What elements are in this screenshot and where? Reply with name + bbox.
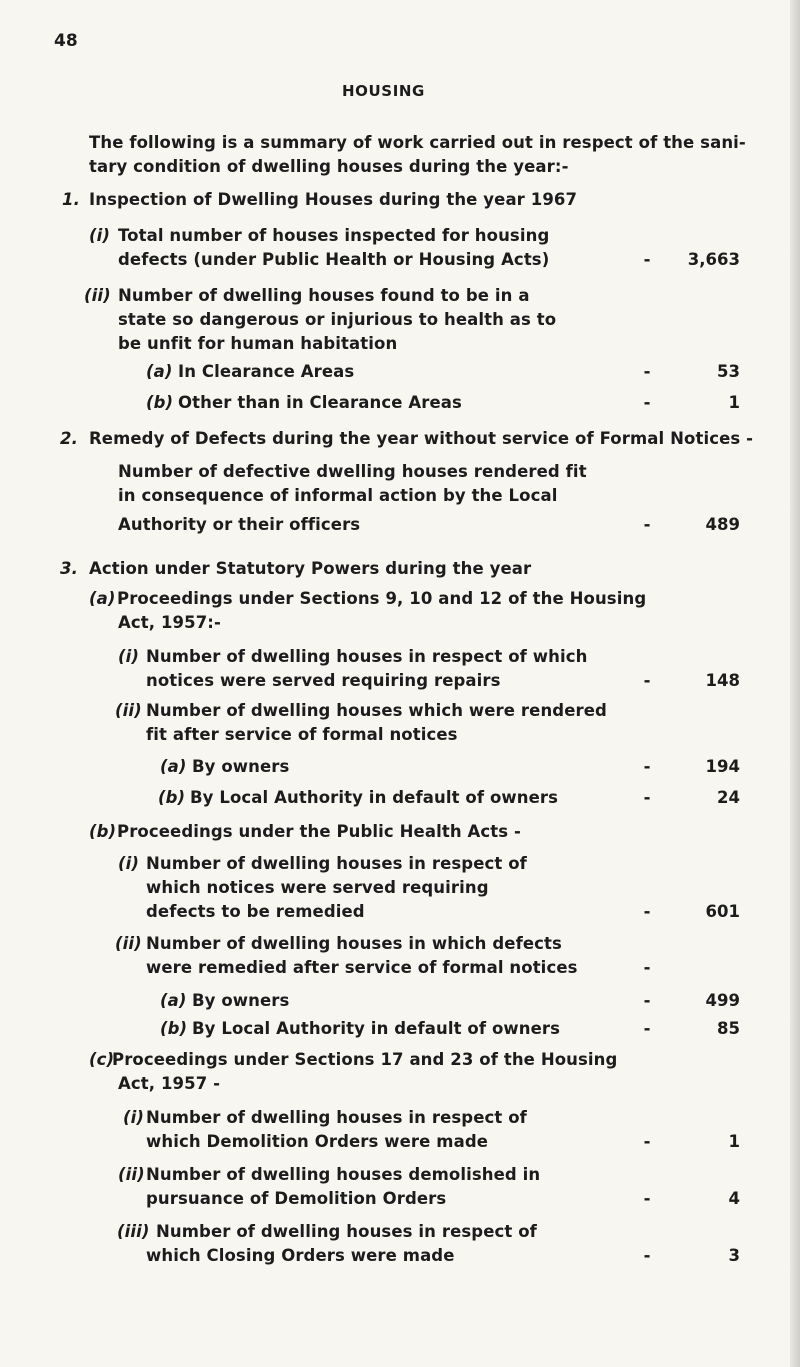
- s2-line-3: Authority or their officers: [118, 515, 361, 534]
- s3-a-ii-b-value: 24: [717, 788, 740, 807]
- s3-c-ii-value: 4: [728, 1189, 740, 1208]
- s2-dash: -: [643, 515, 651, 534]
- section-3-title: Action under Statutory Powers during the year: [89, 559, 532, 578]
- s1-i-line-1: Total number of houses inspected for housing: [118, 226, 550, 245]
- s3-c-ii-dash: -: [643, 1189, 651, 1208]
- s1-b-marker: (b): [146, 393, 174, 412]
- s3-c-i-line-1: Number of dwelling houses in respect of: [146, 1108, 527, 1127]
- s3-b-ii-dash: -: [643, 958, 651, 977]
- s3-b-ii-b-dash: -: [643, 1019, 651, 1038]
- s3-b-i-line-2: which notices were served requiring: [146, 878, 489, 897]
- s3-c-iii-line-1: Number of dwelling houses in respect of: [156, 1222, 537, 1241]
- s2-line-2: in consequence of informal action by the Local: [118, 486, 558, 505]
- s3-c-i-value: 1: [728, 1132, 740, 1151]
- s3-a-ii-line-2: fit after service of formal notices: [146, 725, 458, 744]
- intro-line-2: tary condition of dwelling houses during the year:-: [89, 157, 569, 176]
- s1-a-marker: (a): [146, 362, 173, 381]
- s3-a-marker: (a): [89, 589, 116, 608]
- s3-a-ii-b-label: By Local Authority in default of owners: [190, 788, 559, 807]
- s3-b-i-marker: (i): [118, 854, 140, 873]
- s3-b-ii-a-label: By owners: [192, 991, 290, 1010]
- s3-c-i-dash: -: [643, 1132, 651, 1151]
- s3-c-line-2: Act, 1957 -: [118, 1074, 221, 1093]
- s3-b-ii-line-1: Number of dwelling houses in which defects: [146, 934, 562, 953]
- s1-i-line-2: defects (under Public Health or Housing Acts): [118, 250, 550, 269]
- s3-a-ii-a-marker: (a): [160, 757, 187, 776]
- s1-ii-line-1: Number of dwelling houses found to be in a: [118, 286, 530, 305]
- section-1-number: 1.: [62, 190, 80, 209]
- s3-b-ii-line-2: were remedied after service of formal notices: [146, 958, 578, 977]
- s3-a-ii-b-dash: -: [643, 788, 651, 807]
- s2-line-1: Number of defective dwelling houses rendered fit: [118, 462, 587, 481]
- s3-c-iii-dash: -: [643, 1246, 651, 1265]
- s3-a-ii-b-marker: (b): [158, 788, 186, 807]
- s3-b-ii-b-value: 85: [717, 1019, 740, 1038]
- s3-c-i-line-2: which Demolition Orders were made: [146, 1132, 489, 1151]
- s3-a-i-line-1: Number of dwelling houses in respect of which: [146, 647, 588, 666]
- s3-c-iii-line-2: which Closing Orders were made: [146, 1246, 455, 1265]
- s3-b-marker: (b): [89, 822, 117, 841]
- s1-a-value: 53: [717, 362, 740, 381]
- s3-b-ii-a-dash: -: [643, 991, 651, 1010]
- s1-a-label: In Clearance Areas: [178, 362, 355, 381]
- s3-b-i-dash: -: [643, 902, 651, 921]
- s3-c-ii-line-1: Number of dwelling houses demolished in: [146, 1165, 541, 1184]
- s3-b-ii-a-marker: (a): [160, 991, 187, 1010]
- s2-value: 489: [705, 515, 740, 534]
- s3-a-i-line-2: notices were served requiring repairs: [146, 671, 501, 690]
- section-2-title: Remedy of Defects during the year without service of Formal Notices -: [89, 429, 754, 448]
- s3-b-i-line-3: defects to be remedied: [146, 902, 365, 921]
- s3-b-line-1: Proceedings under the Public Health Acts -: [117, 822, 521, 841]
- page-number: 48: [54, 31, 78, 51]
- s3-a-ii-a-value: 194: [705, 757, 740, 776]
- s1-i-value: 3,663: [687, 250, 740, 269]
- s3-b-ii-b-label: By Local Authority in default of owners: [192, 1019, 561, 1038]
- s3-a-line-1: Proceedings under Sections 9, 10 and 12 of the Housing: [117, 589, 647, 608]
- s1-i-marker: (i): [89, 226, 111, 245]
- s3-a-line-2: Act, 1957:-: [118, 613, 221, 632]
- s3-a-i-dash: -: [643, 671, 651, 690]
- s3-c-line-1: Proceedings under Sections 17 and 23 of the Housing: [112, 1050, 618, 1069]
- s1-ii-line-2: state so dangerous or injurious to health as to: [118, 310, 557, 329]
- s3-c-ii-marker: (ii): [118, 1165, 145, 1184]
- s3-b-i-value: 601: [705, 902, 740, 921]
- s3-c-ii-line-2: pursuance of Demolition Orders: [146, 1189, 447, 1208]
- s3-a-ii-a-label: By owners: [192, 757, 290, 776]
- s3-c-marker: (c): [89, 1050, 115, 1069]
- s3-a-i-value: 148: [705, 671, 740, 690]
- s3-b-ii-b-marker: (b): [160, 1019, 188, 1038]
- section-3-number: 3.: [60, 559, 78, 578]
- s3-a-ii-a-dash: -: [643, 757, 651, 776]
- s1-b-label: Other than in Clearance Areas: [178, 393, 462, 412]
- s1-i-dash: -: [643, 250, 651, 269]
- s3-c-iii-marker: (iii): [117, 1222, 150, 1241]
- s3-a-ii-marker: (ii): [115, 701, 142, 720]
- section-1-title: Inspection of Dwelling Houses during the year 1967: [89, 190, 578, 209]
- s3-c-i-marker: (i): [123, 1108, 145, 1127]
- page-edge-shadow: [790, 0, 800, 1367]
- s1-ii-line-3: be unfit for human habitation: [118, 334, 398, 353]
- s1-ii-marker: (ii): [84, 286, 111, 305]
- s3-b-ii-marker: (ii): [115, 934, 142, 953]
- intro-line-1: The following is a summary of work carried out in respect of the sani-: [89, 133, 746, 152]
- section-2-number: 2.: [60, 429, 78, 448]
- s1-b-dash: -: [643, 393, 651, 412]
- page-heading: HOUSING: [342, 82, 425, 100]
- s3-a-ii-line-1: Number of dwelling houses which were rendered: [146, 701, 607, 720]
- s3-c-iii-value: 3: [728, 1246, 740, 1265]
- s1-a-dash: -: [643, 362, 651, 381]
- s1-b-value: 1: [728, 393, 740, 412]
- s3-b-i-line-1: Number of dwelling houses in respect of: [146, 854, 527, 873]
- s3-a-i-marker: (i): [118, 647, 140, 666]
- s3-b-ii-a-value: 499: [705, 991, 740, 1010]
